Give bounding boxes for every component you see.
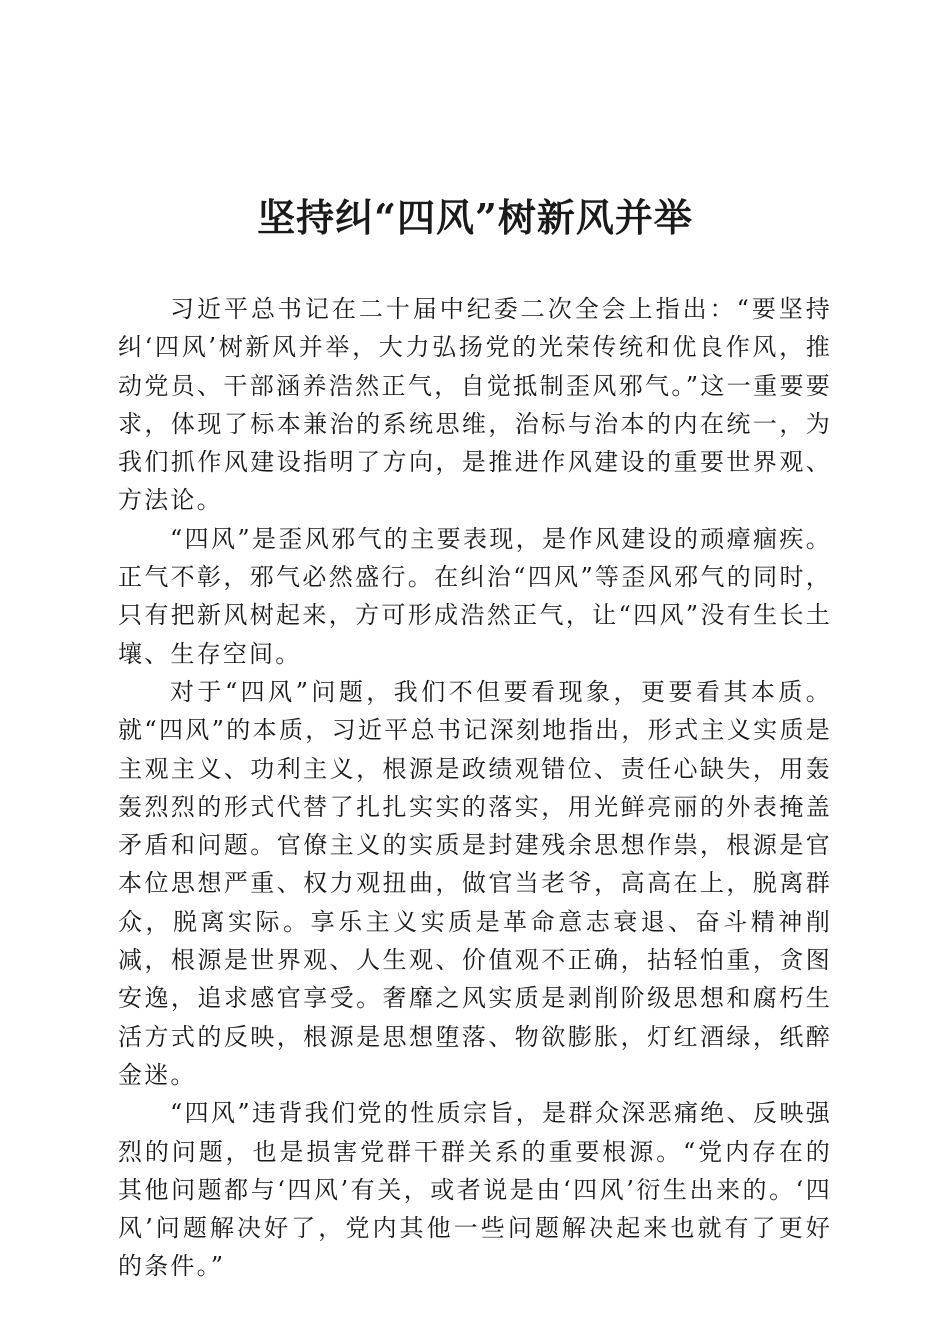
document-body	[118, 290, 832, 1286]
paragraph-4: “四风”违背我们党的性质宗旨，是群众深恶痛绝、反映强烈的问题，也是损害党群干群关系的重要根源。“党内存在的其他问题都与‘四风’有关，或者说是由‘四风’衍生出来的。‘四风’问题解决好了，党内其他一些问题解决起来也就有了更好的条件。”	[118, 1099, 832, 1281]
paragraph-2: “四风”是歪风邪气的主要表现，是作风建设的顽瘴痼疾。正气不彰，邪气必然盛行。在纠治“四风”等歪风邪气的同时，只有把新风树起来，方可形成浩然正气，让“四风”没有生长土壤、生存空间。	[118, 524, 832, 668]
document-title: 坚持纠“四风”树新风并举	[257, 195, 693, 240]
paragraph-3: 对于“四风”问题，我们不但要看现象，更要看其本质。就“四风”的本质，习近平总书记深刻地指出，形式主义实质是主观主义、功利主义，根源是政绩观错位、责任心缺失，用轰轰烈烈的形式代替了扎扎实实的落实，用光鲜亮丽的外表掩盖矛盾和问题。官僚主义的实质是封建残余思想作祟，根源是官本位思想严重、权力观扭曲，做官当老爷，高高在上，脱离群众，脱离实际。享乐主义实质是革命意志衰退、奋斗精神削减，根源是世界观、人生观、价值观不正确，拈轻怕重，贪图安逸，追求感官享受。奢靡之风实质是剥削阶级思想和腐朽生活方式的反映，根源是思想堕落、物欲膨胀，灯红酒绿，纸醉金迷。	[118, 677, 832, 1089]
paragraph-1: 习近平总书记在二十届中纪委二次全会上指出：“要坚持纠‘四风’树新风并举，大力弘扬党的光荣传统和优良作风，推动党员、干部涵养浩然正气，自觉抵制歪风邪气。”这一重要要求，体现了标本兼治的系统思维，治标与治本的内在统一，为我们抓作风建设指明了方向，是推进作风建设的重要世界观、方法论。	[118, 295, 832, 515]
